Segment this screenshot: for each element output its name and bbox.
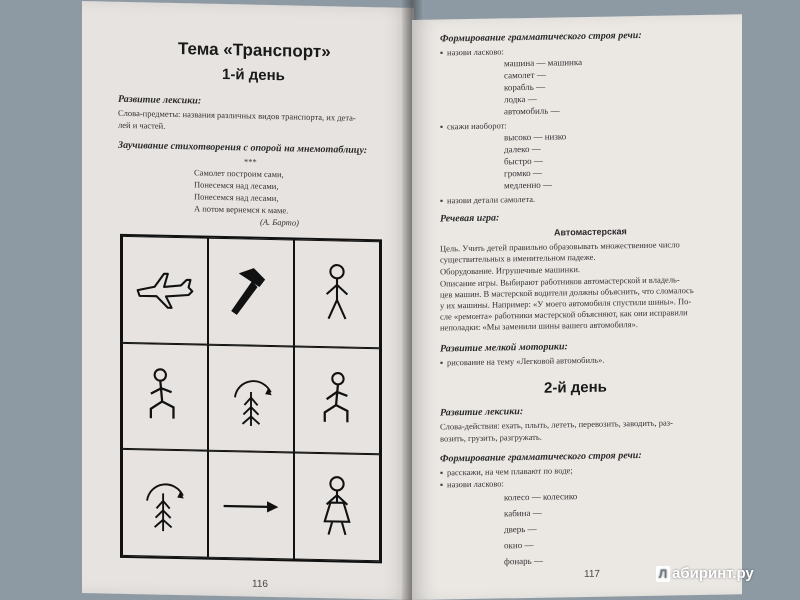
section-heading-lexicon: Развитие лексики:: [118, 93, 202, 107]
airplane-icon: [132, 256, 198, 323]
list-item: ▪ назови ласково:: [440, 478, 504, 490]
table-cell: [122, 449, 208, 557]
watermark-badge: Л: [656, 566, 670, 582]
poem-line: Понесемся над лесами,: [194, 191, 279, 204]
table-cell: [122, 236, 208, 344]
word-pair: громко —: [504, 167, 542, 179]
word-pair: окно —: [504, 539, 534, 551]
list-item: ▪ расскажи, на чем плавают по воде;: [440, 465, 573, 478]
running-figure-icon: [132, 363, 198, 430]
game-text-line: цев машин. В мастерской водители должны объяснить, что сломалось: [440, 285, 694, 300]
section-heading-grammar: Формирование грамматического строя речи:: [440, 449, 642, 465]
table-cell: [294, 346, 380, 454]
word-pair: автомобиль —: [504, 105, 560, 117]
word-pair: далеко —: [504, 143, 541, 155]
game-text-line: существительных в именительном падеже.: [440, 251, 596, 265]
page-title: Тема «Транспорт»: [178, 39, 331, 62]
table-cell: [208, 238, 294, 346]
table-cell: [294, 239, 380, 347]
watermark: [656, 565, 754, 582]
word-pair: корабль —: [504, 81, 546, 93]
word-pair: высоко — низко: [504, 131, 567, 143]
right-page: [412, 14, 742, 600]
list-item: ▪ рисование на тему «Легковой автомобиль».: [440, 355, 605, 369]
word-pair: быстро —: [504, 155, 543, 167]
game-title: Автомастерская: [554, 226, 627, 238]
section-heading-game: Речевая игра:: [440, 212, 500, 225]
day-heading: 1-й день: [222, 65, 285, 85]
poem-author: (А. Барто): [260, 216, 299, 228]
word-pair: медленно —: [504, 179, 553, 191]
tree-with-arc-icon: [218, 365, 284, 432]
list-item: ▪ назови ласково:: [440, 46, 504, 58]
mnemonic-table: [120, 234, 382, 563]
game-text-line: неполадки: «Мы заменили шины вашего автомобиля».: [440, 319, 638, 333]
game-text-line: у их машины. Например: «У моего автомобиля спустили шины». По-: [440, 296, 692, 311]
list-item: ▪ скажи наоборот:: [440, 120, 507, 132]
lexicon-text-line: лей и частей.: [118, 119, 166, 131]
running-figure-icon: [304, 367, 370, 434]
verbs-text-line: Слова-действия: ехать, плыть, лететь, перевозить, заводить, раз-: [440, 417, 673, 432]
table-cell: [208, 451, 294, 559]
page-number: 117: [584, 568, 600, 580]
word-pair: дверь —: [504, 523, 537, 535]
watermark-text: абиринт.ру: [672, 565, 754, 582]
section-heading-motor: Развитие мелкой моторики:: [440, 341, 568, 355]
word-pair: лодка —: [504, 93, 537, 105]
section-heading-lexicon: Развитие лексики:: [440, 406, 524, 419]
game-text-line: сле «ремонта» работники мастерской объясняют, как они исправили: [440, 307, 688, 322]
poem-stars: ***: [244, 156, 257, 167]
lexicon-text-line: Слова-предметы: названия различных видов транспорта, их дета-: [118, 107, 356, 123]
left-page: [82, 1, 414, 600]
girl-figure-icon: [304, 473, 370, 540]
table-cell: [208, 344, 294, 452]
day-heading: 2-й день: [544, 378, 607, 397]
section-heading-memorize: Заучивание стихотворения с опорой на мнемотаблицу:: [118, 139, 368, 157]
word-pair: колесо — колесико: [504, 491, 578, 503]
game-text-line: Оборудование. Игрушечные машинки.: [440, 264, 581, 277]
word-pair: самолет —: [504, 69, 546, 81]
word-pair: машина — машинка: [504, 57, 583, 69]
page-number: 116: [252, 578, 268, 590]
hammer-icon: [218, 258, 284, 325]
poem-line: Понесемся над лесами,: [194, 179, 279, 192]
poem-line: Самолет построим сами,: [194, 167, 284, 180]
word-pair: фонарь —: [504, 555, 543, 567]
game-text-line: Описание игры. Выбирают работников автомастерской и владель-: [440, 274, 680, 289]
word-pair: кабина —: [504, 507, 542, 519]
table-cell: [294, 453, 380, 561]
poem-line: А потом вернемся к маме.: [194, 203, 289, 216]
game-text-line: Цель. Учить детей правильно образовывать множественное число: [440, 239, 680, 254]
table-cell: [122, 343, 208, 451]
list-item: ▪ назови детали самолета.: [440, 194, 535, 207]
section-heading-grammar: Формирование грамматического строя речи:: [440, 29, 642, 45]
verbs-text-line: возить, грузить, разгружать.: [440, 431, 542, 444]
arrow-right-icon: [218, 472, 284, 539]
tree-with-arc-icon: [132, 470, 198, 537]
stick-figure-icon: [304, 260, 370, 327]
